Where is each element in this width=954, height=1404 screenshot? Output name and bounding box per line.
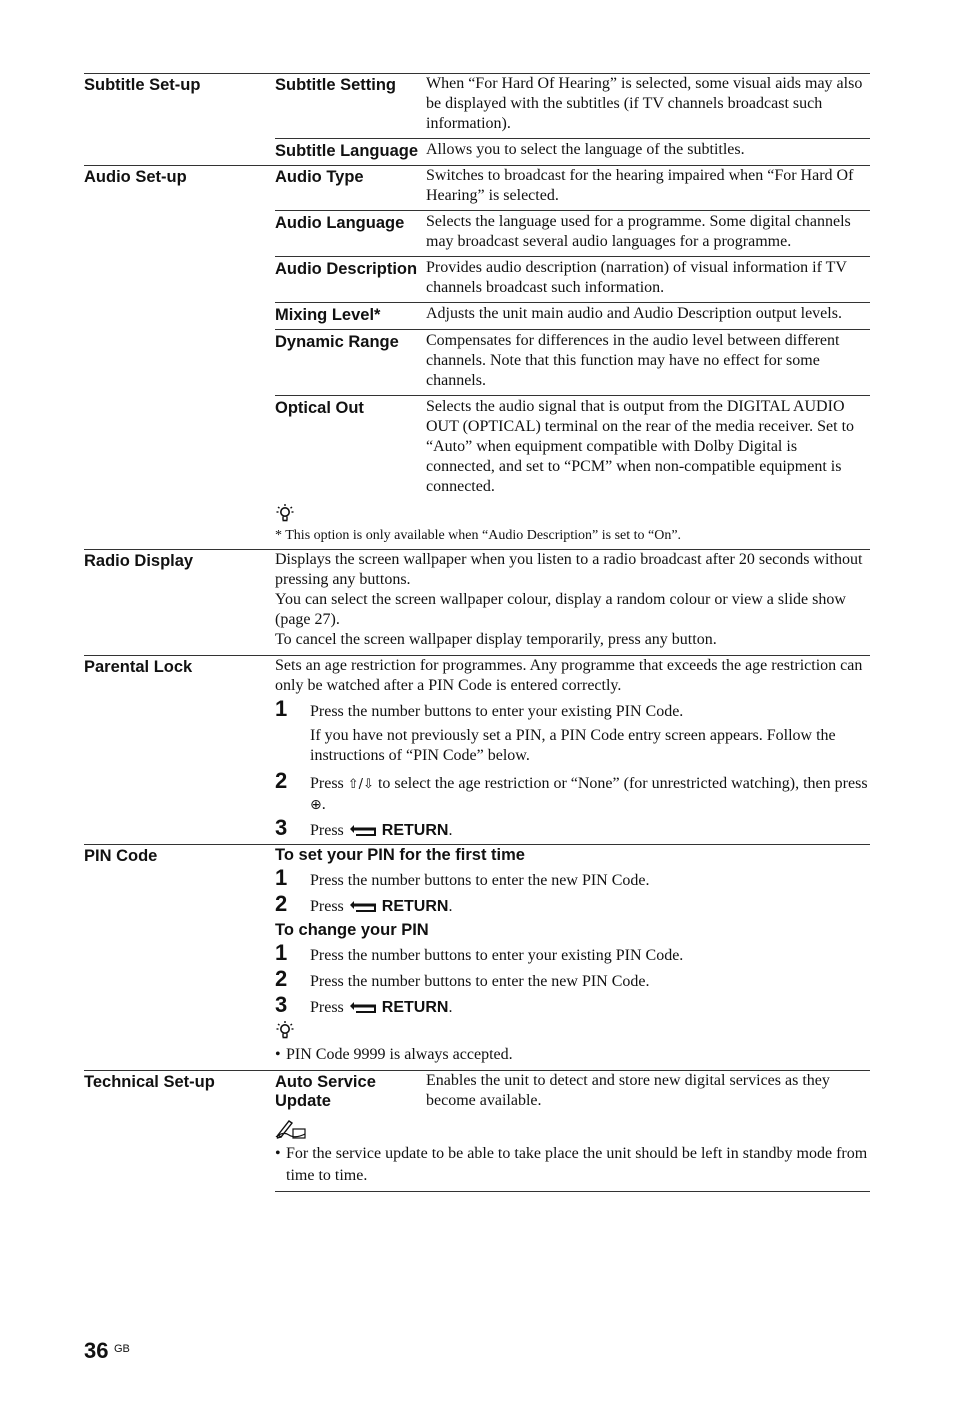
row-label: Optical Out [275,399,364,417]
row-description: Compensates for differences in the audio level between different channels. Note that this function may have no effect for some channels. [426,332,840,389]
radio-line-2: You can select the screen wallpaper colour, display a random colour or view a slide show (page 27). [275,591,846,628]
row-dynamic-range [275,329,870,395]
step-1 [275,696,870,722]
section-title-radio-display: Radio Display [84,552,194,570]
first-step-1 [275,865,870,891]
row-auto-service-update [275,1070,870,1115]
row-description: When “For Hard Of Hearing” is selected, some visual aids may also be displayed with the subtitles (if TV channels broadcast such information). [426,75,863,132]
settings-table [84,73,870,1192]
technical-setup-section [84,1070,870,1191]
step-1-extra: If you have not previously set a PIN, a PIN Code entry screen appears. Follow the instructions of “PIN Code” below. [310,727,836,764]
row-optical-out [275,395,870,501]
radio-display-section [84,549,870,655]
step-number: 1 [275,696,288,721]
row-label: Dynamic Range [275,333,399,351]
row-label: Auto Service Update [275,1073,376,1110]
first-time-heading: To set your PIN for the first time [275,846,525,864]
step-text: Press RETURN. [310,898,453,915]
radio-line-1: Displays the screen wallpaper when you listen to a radio broadcast after 20 seconds without pressing any buttons. [275,551,863,588]
row-audio-type [275,165,870,210]
step-number: 2 [275,768,288,793]
pencil-note-icon [275,1115,870,1143]
step-number: 1 [275,940,288,965]
page-region-code: GB [114,1343,130,1355]
row-label: Audio Type [275,168,364,186]
row-label: Subtitle Setting [275,76,396,94]
section-title-audio-setup: Audio Set-up [84,168,187,186]
row-description: Switches to broadcast for the hearing impaired when “For Hard Of Hearing” is selected. [426,167,854,204]
section-title-technical-setup: Technical Set-up [84,1073,215,1091]
row-audio-language [275,210,870,256]
row-label: Mixing Level* [275,306,381,324]
step-text: Press the number buttons to enter the new PIN Code. [310,872,650,889]
audio-setup-section [84,165,870,549]
section-title-subtitle-setup: Subtitle Set-up [84,76,201,94]
return-arrow-icon [348,1001,378,1015]
row-audio-description [275,256,870,302]
up-down-arrows-icon: ⇧/⇩ [347,777,374,792]
subtitle-setup-section [84,73,870,165]
parental-lock-section [84,655,870,844]
row-description: Allows you to select the language of the subtitles. [426,141,745,158]
first-step-2 [275,891,870,917]
row-subtitle-language [275,138,870,165]
tip-bullet: • PIN Code 9999 is always accepted. [275,1046,513,1063]
ok-button-icon: ⊕ [310,797,322,813]
step-2 [275,768,870,815]
row-mixing-level [275,302,870,329]
step-text: Press RETURN. [310,822,453,839]
page-number: 36 [84,1338,109,1363]
row-description: Selects the audio signal that is output from the DIGITAL AUDIO OUT (OPTICAL) terminal on the rear of the media receiver. Set to “Auto” when equipment compatible with Dolby Digital is connected, and set to “PCM” when non-compatible equipment is connected. [426,398,855,495]
step-text: Press the number buttons to enter the new PIN Code. [310,973,650,990]
step-number: 1 [275,865,288,890]
row-label: Audio Description [275,260,418,278]
step-number: 2 [275,891,288,916]
footnote: * This option is only available when “Audio Description” is set to “On”. [275,528,682,543]
row-description: Enables the unit to detect and store new digital services as they become available. [426,1072,830,1109]
section-title-pin-code: PIN Code [84,847,158,865]
step-number: 2 [275,966,288,991]
step-text: Press RETURN. [310,999,453,1016]
tip-icon [275,501,870,527]
step-text: Press the number buttons to enter your existing PIN Code. [310,703,684,720]
change-step-1 [275,940,870,966]
return-arrow-icon [348,900,378,914]
note-bullet: • For the service update to be able to take place the unit should be left in standby mode from time to time. [275,1145,868,1184]
row-subtitle-setting [275,73,870,138]
pin-code-section [84,844,870,1070]
change-pin-heading: To change your PIN [275,921,429,939]
step-text: Press ⇧/⇩ to select the age restriction or “None” (for unrestricted watching), then press ⊕. [310,775,868,813]
change-step-3 [275,992,870,1018]
row-description: Selects the language used for a programme. Some digital channels may broadcast several audio languages for a programme. [426,213,851,250]
table-end-line [275,1191,870,1192]
return-arrow-icon [348,824,378,838]
step-text: Press the number buttons to enter your existing PIN Code. [310,947,684,964]
radio-line-3: To cancel the screen wallpaper display temporarily, press any button. [275,631,717,648]
row-label: Subtitle Language [275,142,419,160]
section-title-parental-lock: Parental Lock [84,658,193,676]
row-label: Audio Language [275,214,405,232]
step-number: 3 [275,992,288,1017]
step-3 [275,815,870,841]
step-number: 3 [275,815,288,840]
row-description: Provides audio description (narration) of visual information if TV channels broadcast such information. [426,259,847,296]
change-step-2 [275,966,870,992]
tip-icon [275,1018,870,1044]
parental-intro: Sets an age restriction for programmes. Any programme that exceeds the age restriction can only be watched after a PIN Code is entered correctly. [275,657,863,694]
row-description: Adjusts the unit main audio and Audio Description output levels. [426,305,842,322]
